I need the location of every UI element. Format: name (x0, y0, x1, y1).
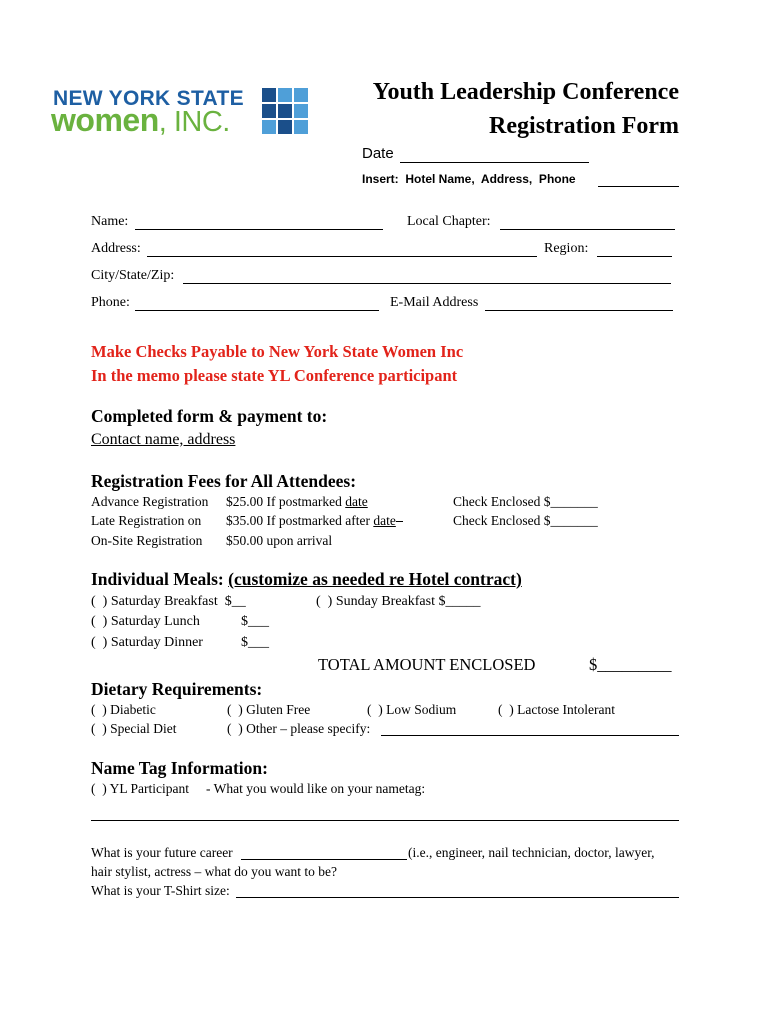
check-enclosed-field[interactable]: Check Enclosed $_______ (453, 494, 598, 509)
email-label: E-Mail Address (390, 295, 479, 310)
total-amount-field[interactable]: $_________ (589, 655, 672, 674)
region-label: Region: (544, 241, 589, 256)
total-amount-label: TOTAL AMOUNT ENCLOSED (318, 655, 536, 674)
date-label: Date (362, 145, 394, 162)
logo-line2: women, INC. (51, 102, 230, 138)
tshirt-size-field[interactable] (236, 897, 679, 898)
diabetic-option[interactable]: ( ) Diabetic (91, 702, 156, 717)
logo-line1: NEW YORK STATE (53, 87, 244, 110)
yl-participant-option[interactable]: ( ) YL Participant (91, 781, 189, 796)
form-title-line1: Youth Leadership Conference (372, 79, 679, 105)
fee-row-label: Advance Registration (91, 494, 209, 509)
city-state-zip-label: City/State/Zip: (91, 268, 175, 283)
sunday-breakfast-option[interactable]: ( ) Sunday Breakfast $_____ (316, 594, 481, 609)
insert-hotel-info: Insert: Hotel Name, Address, Phone (362, 172, 576, 186)
local-chapter-label: Local Chapter: (407, 214, 491, 229)
gluten-free-option[interactable]: ( ) Gluten Free (227, 702, 311, 717)
career-examples: (i.e., engineer, nail technician, doctor, lawyer, (408, 845, 655, 860)
nametag-field[interactable] (91, 820, 679, 821)
fee-row-amount: $35.00 If postmarked after date (226, 513, 403, 529)
phone-field[interactable] (135, 310, 379, 311)
fee-row-amount: $50.00 upon arrival (226, 533, 333, 548)
career-field[interactable] (241, 859, 407, 860)
registration-fees-heading: Registration Fees for All Attendees: (91, 471, 357, 491)
address-field[interactable] (147, 256, 537, 257)
local-chapter-field[interactable] (500, 229, 675, 230)
phone-label: Phone: (91, 295, 130, 310)
region-field[interactable] (597, 256, 672, 257)
saturday-lunch-amount[interactable]: $___ (241, 614, 269, 629)
name-label: Name: (91, 214, 129, 229)
special-diet-option[interactable]: ( ) Special Diet (91, 721, 177, 736)
email-field[interactable] (485, 310, 673, 311)
saturday-breakfast-option[interactable]: ( ) Saturday Breakfast $__ (91, 594, 246, 609)
other-diet-option[interactable]: ( ) Other – please specify: (227, 721, 371, 736)
contact-name-address: Contact name, address (91, 431, 236, 448)
tshirt-size-label: What is your T-Shirt size: (91, 883, 230, 898)
check-enclosed-field[interactable]: Check Enclosed $_______ (453, 513, 598, 528)
fee-row-label: Late Registration on (91, 513, 202, 528)
fee-row-amount: $25.00 If postmarked date (226, 494, 368, 509)
other-diet-field[interactable] (381, 735, 679, 736)
nametag-prompt: - What you would like on your nametag: (206, 781, 426, 796)
dietary-heading: Dietary Requirements: (91, 679, 263, 699)
address-label: Address: (91, 241, 141, 256)
saturday-dinner-amount[interactable]: $___ (241, 635, 269, 650)
lactose-intolerant-option[interactable]: ( ) Lactose Intolerant (498, 702, 615, 717)
saturday-dinner-option[interactable]: ( ) Saturday Dinner (91, 635, 203, 650)
career-prefix: What is your future career (91, 845, 233, 860)
logo-squares-icon (262, 88, 308, 135)
insert-underline (598, 186, 679, 187)
career-examples-line2: hair stylist, actress – what do you want to be? (91, 864, 337, 879)
form-title-line2: Registration Form (489, 113, 679, 139)
name-field[interactable] (135, 229, 383, 230)
fee-row-label: On-Site Registration (91, 533, 203, 548)
name-tag-heading: Name Tag Information: (91, 758, 268, 778)
city-state-zip-field[interactable] (183, 283, 671, 284)
payment-note-line2: In the memo please state YL Conference participant (91, 366, 458, 385)
completed-form-heading: Completed form & payment to: (91, 406, 328, 426)
low-sodium-option[interactable]: ( ) Low Sodium (367, 702, 457, 717)
meals-heading: Individual Meals: (customize as needed re Hotel contract) (91, 569, 522, 589)
saturday-lunch-option[interactable]: ( ) Saturday Lunch (91, 614, 200, 629)
date-field[interactable] (400, 162, 589, 163)
payment-note-line1: Make Checks Payable to New York State Women Inc (91, 342, 464, 361)
